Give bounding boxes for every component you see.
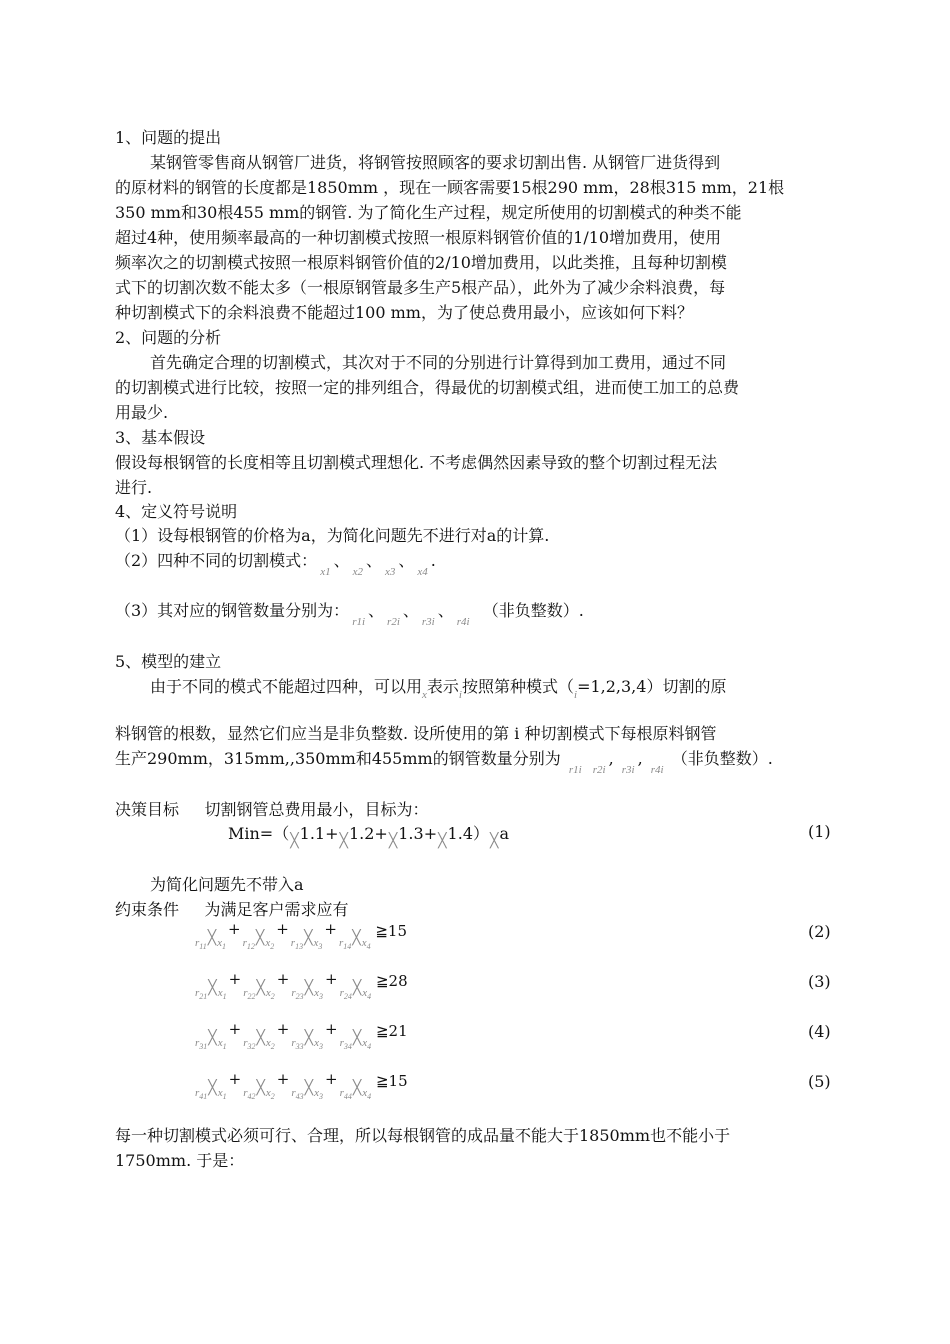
objective-coeff: 1.3+ xyxy=(398,824,438,843)
constraint-row: $_{r_{11}}╳_{x_1}+_{r_{12}}╳_{x_2}+_{r_{13}}╳_{x_3}+_{r_{14}}╳_{x_4}$ ≧15 xyxy=(195,920,408,952)
paragraph-line: 假设每根钢管的长度相等且切割模式理想化. 不考虑偶然因素导致的整个切割过程无法 xyxy=(115,453,718,472)
math-var: r2i xyxy=(592,764,606,776)
paragraph-line: 每一种切割模式必须可行、合理，所以每根钢管的成品量不能大于1850mm也不能小于 xyxy=(115,1126,731,1145)
text-run: 由于不同的模式不能超过四种，可以用 xyxy=(150,677,423,696)
times-icon: ╳ xyxy=(490,833,499,849)
objective-suffix: a xyxy=(499,824,509,843)
definition-item-2: （2）四种不同的切割模式：$_{x1}$、$_{x2}$、$_{x3}$、$_{x4}$. xyxy=(115,551,436,578)
constraint-label: 约束条件 xyxy=(115,900,180,919)
definition-label: （2）四种不同的切割模式： xyxy=(115,551,318,570)
paragraph-line: 式下的切割次数不能太多（一根原钢管最多生产5根产品），此外为了减少余料浪费，每 xyxy=(115,278,726,297)
equation-number: (5) xyxy=(808,1072,831,1091)
constraint-row: $_{r_{31}}╳_{x_1}+_{r_{32}}╳_{x_2}+_{r_{33}}╳_{x_3}+_{r_{34}}╳_{x_4}$ ≧21 xyxy=(195,1020,408,1052)
constraint-text: 为满足客户需求应有 xyxy=(204,900,349,919)
goal-label: 决策目标 xyxy=(115,800,180,819)
constraint-row: $_{r_{41}}╳_{x_1}+_{r_{42}}╳_{x_2}+_{r_{43}}╳_{x_3}+_{r_{44}}╳_{x_4}$ ≧15 xyxy=(195,1070,408,1102)
times-icon: ╳ xyxy=(438,833,447,849)
paragraph-line: 用最少. xyxy=(115,403,169,422)
objective-function xyxy=(228,822,509,847)
math-var: x4 xyxy=(417,566,428,578)
math-var: r3i xyxy=(421,616,435,628)
math-var: r1i xyxy=(352,616,366,628)
text-run: =1,2,3,4）切割的原 xyxy=(577,677,727,696)
text-run: （非负整数）. xyxy=(671,749,773,768)
math-var: r2i xyxy=(387,616,400,628)
paragraph-line: 进行. xyxy=(115,478,153,497)
equation-number: (4) xyxy=(808,1022,831,1041)
constraint-rhs: ≧15 xyxy=(375,922,408,940)
times-icon: ╳ xyxy=(388,833,398,849)
definition-label: （3）其对应的钢管数量分别为： xyxy=(115,601,350,620)
times-icon: ╳ xyxy=(339,833,348,849)
math-var: x2 xyxy=(352,566,363,578)
math-var-i: i xyxy=(458,689,462,701)
equation-number: (1) xyxy=(808,822,831,841)
constraint-intro xyxy=(115,898,348,922)
goal-text: 切割钢管总费用最小，目标为： xyxy=(204,800,429,819)
math-var: r4i xyxy=(456,616,470,628)
constraint-rhs: ≧28 xyxy=(375,972,408,990)
equation-number: (2) xyxy=(808,922,831,941)
math-var-i: i xyxy=(574,689,578,701)
objective-coeff: 1.1+ xyxy=(299,824,339,843)
simplify-note: 为简化问题先不带入a xyxy=(150,875,304,894)
objective-coeff: 1.4） xyxy=(447,824,489,843)
math-var-x: x xyxy=(422,689,427,701)
math-var: r3i xyxy=(621,764,635,776)
paragraph-line: 料钢管的根数，显然它们应当是非负整数. 设所使用的第 i 种切割模式下每根原料钢管 xyxy=(115,724,717,743)
paragraph-line: 350 mm和30根455 mm的钢管. 为了简化生产过程，规定所使用的切割模式的种类不能 xyxy=(115,203,742,222)
math-var: x3 xyxy=(385,566,396,578)
constraint-rhs: ≧21 xyxy=(375,1022,408,1040)
equation-number: (3) xyxy=(808,972,831,991)
math-var: r4i xyxy=(650,764,664,776)
paragraph-line: 频率次之的切割模式按照一根原料钢管价值的2/10增加费用，以此类推，且每种切割模 xyxy=(115,253,727,272)
paragraph-line: 的切割模式进行比较，按照一定的排列组合，得最优的切割模式组，进而使工加工的总费 xyxy=(115,378,740,397)
definition-tail: （非负整数）. xyxy=(482,601,584,620)
paragraph-line xyxy=(150,675,726,701)
objective-prefix: Min=（ xyxy=(228,824,290,843)
section-heading-2: 2、问题的分析 xyxy=(115,328,222,347)
section-heading-5: 5、模型的建立 xyxy=(115,652,222,671)
constraint-rhs: ≧15 xyxy=(375,1072,408,1090)
paragraph-line: 某钢管零售商从钢管厂进货，将钢管按照顾客的要求切割出售. 从钢管厂进货得到 xyxy=(150,153,721,172)
paragraph-line: 超过4种，使用频率最高的一种切割模式按照一根原料钢管价值的1/10增加费用，使用 xyxy=(115,228,722,247)
math-var: r1i xyxy=(568,764,582,776)
paragraph-line: 生产290mm，315mm,,350mm和455mm的钢管数量分别为 $_{r1i}$ $_{r2i}$, $_{r3i}$, $_{r4i}$ （非负整数）. xyxy=(115,749,773,776)
section-heading-3: 3、基本假设 xyxy=(115,428,206,447)
paragraph-line: 种切割模式下的余料浪费不能超过100 mm，为了使总费用最小，应该如何下料？ xyxy=(115,303,693,322)
times-icon: ╳ xyxy=(290,833,299,849)
section-heading-4: 4、定义符号说明 xyxy=(115,502,238,521)
definition-item-1: （1）设每根钢管的价格为a，为简化问题先不进行对a的计算. xyxy=(115,526,550,545)
paragraph-line: 首先确定合理的切割模式，其次对于不同的分别进行计算得到加工费用，通过不同 xyxy=(150,353,727,372)
objective-coeff: 1.2+ xyxy=(348,824,388,843)
constraint-row: $_{r_{21}}╳_{x_1}+_{r_{22}}╳_{x_2}+_{r_{23}}╳_{x_3}+_{r_{24}}╳_{x_4}$ ≧28 xyxy=(195,970,408,1002)
text-run: 表示 xyxy=(426,677,459,696)
math-var: x1 xyxy=(320,566,331,578)
paragraph-line: 的原材料的钢管的长度都是1850mm ，现在一顾客需要15根290 mm，28根315 mm，21根 xyxy=(115,178,785,197)
text-run: 按照第种模式（ xyxy=(461,677,574,696)
paragraph-line: 1750mm. 于是： xyxy=(115,1151,245,1170)
text-run: 生产290mm，315mm,,350mm和455mm的钢管数量分别为 xyxy=(115,749,561,768)
section-heading-1: 1、问题的提出 xyxy=(115,128,222,147)
definition-item-3: （3）其对应的钢管数量分别为：$_{r1i}$、$_{r2i}$、$_{r3i}$、$_{r4i}$ （非负整数）. xyxy=(115,601,584,628)
decision-goal xyxy=(115,798,428,822)
